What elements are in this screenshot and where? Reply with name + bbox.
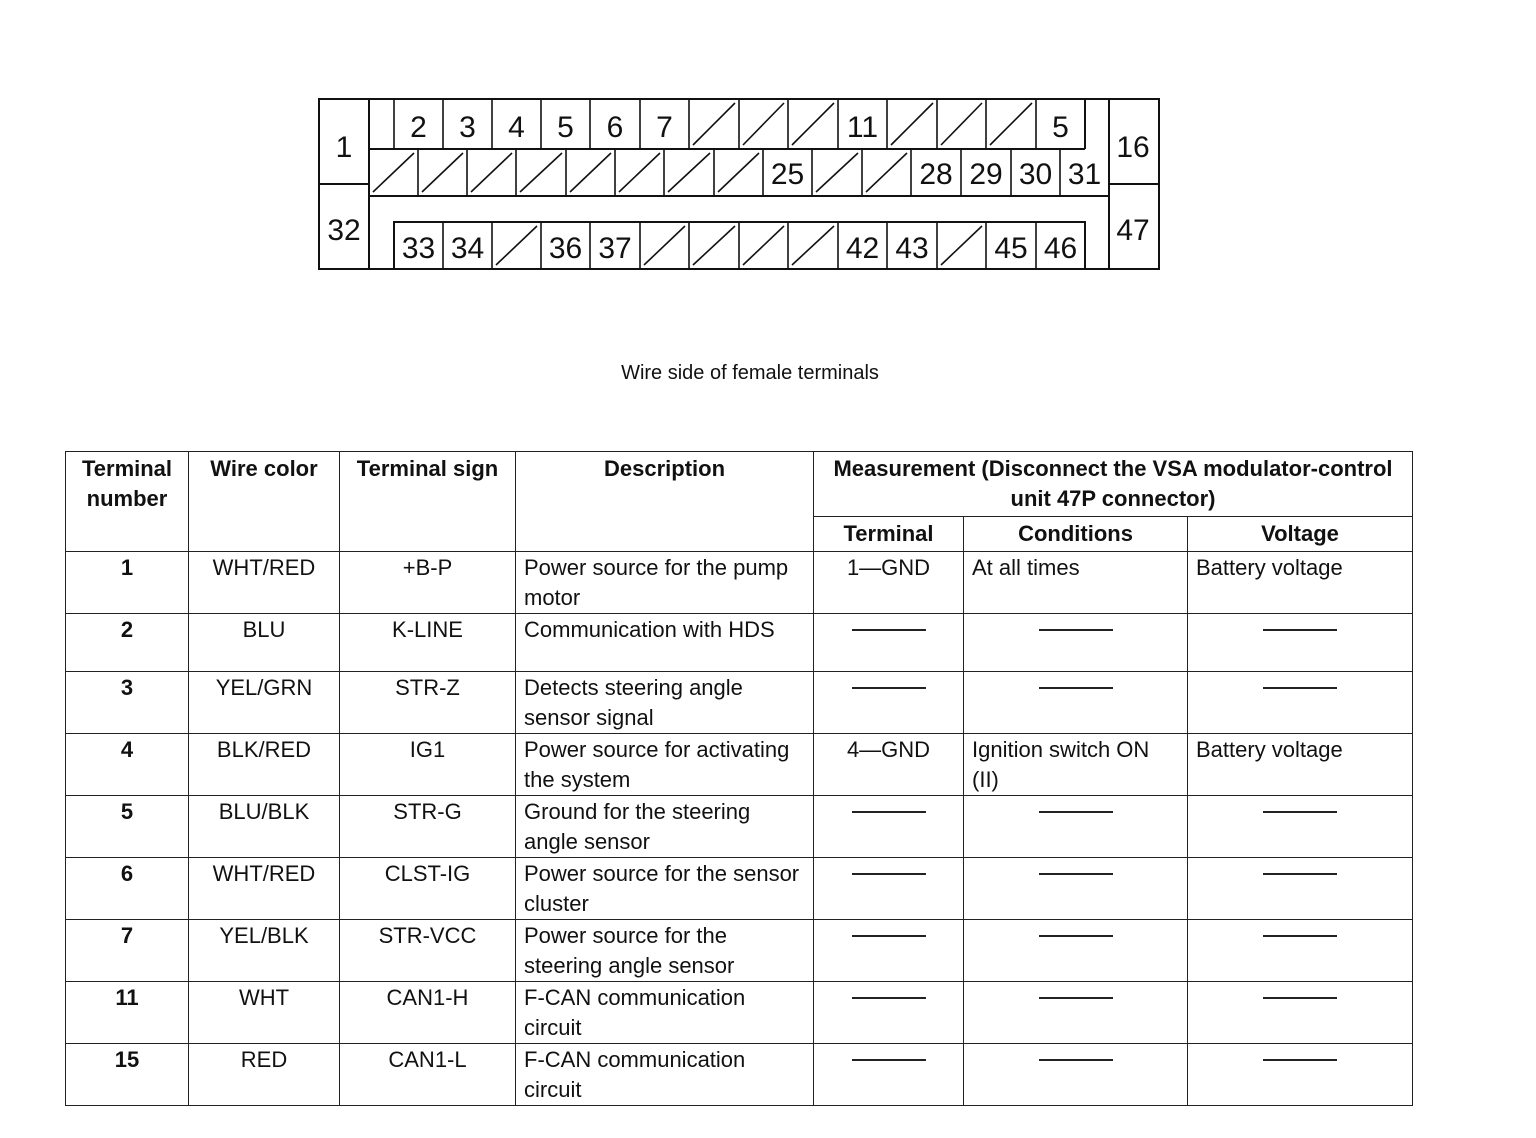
wire-color-cell: YEL/GRN [189, 672, 340, 734]
description-cell: Power source for the pump motor [516, 552, 814, 614]
terminal-label: 5 [557, 111, 574, 144]
unused-terminal-slash [792, 226, 834, 265]
terminal-sign-cell: K-LINE [340, 614, 516, 672]
table-row [66, 796, 1413, 858]
not-applicable-dash [1263, 997, 1337, 999]
table-row [66, 672, 1413, 734]
not-applicable-dash [852, 629, 926, 631]
header-conditions: Conditions [964, 517, 1188, 552]
terminal-label: 46 [1043, 232, 1078, 265]
measurement-terminal-cell [814, 982, 964, 1044]
header-wire-color: Wire color [189, 452, 340, 552]
voltage-cell: Battery voltage [1188, 734, 1413, 796]
unused-terminal-slash [693, 103, 735, 145]
voltage-cell [1188, 858, 1413, 920]
terminal-label: 45 [994, 232, 1028, 265]
unused-terminal-slash [718, 153, 759, 192]
unused-terminal-slash [471, 153, 512, 192]
voltage-cell: Battery voltage [1188, 552, 1413, 614]
not-applicable-dash [1263, 935, 1337, 937]
measurement-terminal-cell [814, 672, 964, 734]
not-applicable-dash [1039, 687, 1113, 689]
conditions-cell [964, 796, 1188, 858]
not-applicable-dash [852, 873, 926, 875]
not-applicable-dash [1263, 811, 1337, 813]
terminal-label: 37 [598, 232, 632, 265]
terminal-sign-cell: STR-Z [340, 672, 516, 734]
terminal-label: 5 [1052, 111, 1069, 144]
terminal-label: 6 [606, 111, 624, 144]
table-row [66, 1044, 1413, 1106]
not-applicable-dash [1263, 873, 1337, 875]
not-applicable-dash [1263, 1059, 1337, 1061]
terminal-table [65, 451, 1413, 1106]
wire-color-cell: BLU [189, 614, 340, 672]
not-applicable-dash [852, 811, 926, 813]
unused-terminal-slash [644, 226, 685, 265]
terminal-label: 16 [1116, 131, 1150, 164]
header-terminal-number: Terminal number [66, 452, 189, 552]
unused-terminal-slash [570, 153, 611, 192]
terminal-label: 2 [410, 111, 427, 144]
voltage-cell [1188, 672, 1413, 734]
wire-color-cell: YEL/BLK [189, 920, 340, 982]
terminal-sign-cell: CAN1-L [340, 1044, 516, 1106]
measurement-terminal-cell [814, 796, 964, 858]
terminal-number-cell: 2 [66, 614, 189, 672]
terminal-label: 3 [459, 111, 476, 144]
unused-terminal-slash [668, 153, 710, 192]
header-description: Description [516, 452, 814, 552]
conditions-cell [964, 672, 1188, 734]
unused-terminal-slash [520, 153, 562, 192]
wire-color-cell: BLK/RED [189, 734, 340, 796]
voltage-cell [1188, 796, 1413, 858]
terminal-number-cell: 11 [66, 982, 189, 1044]
terminal-sign-cell: CLST-IG [340, 858, 516, 920]
wire-color-cell: RED [189, 1044, 340, 1106]
not-applicable-dash [852, 997, 926, 999]
unused-terminal-slash [990, 103, 1032, 145]
description-cell: Power source for the steering angle sensor [516, 920, 814, 982]
not-applicable-dash [1039, 873, 1113, 875]
terminal-label: 47 [1116, 214, 1150, 247]
unused-terminal-slash [792, 103, 834, 145]
table-row [66, 858, 1413, 920]
not-applicable-dash [852, 1059, 926, 1061]
terminal-label: 28 [919, 158, 953, 191]
terminal-label: 34 [450, 232, 485, 265]
unused-terminal-slash [743, 226, 784, 265]
conditions-cell [964, 1044, 1188, 1106]
unused-terminal-slash [891, 103, 933, 145]
header-terminal: Terminal [814, 517, 964, 552]
description-cell: Power source for activating the system [516, 734, 814, 796]
unused-terminal-slash [816, 153, 858, 192]
unused-terminal-slash [373, 153, 414, 192]
terminal-number-cell: 4 [66, 734, 189, 796]
conditions-cell [964, 920, 1188, 982]
terminal-label: 7 [656, 111, 673, 144]
connector-diagram [0, 0, 1536, 300]
terminal-number-cell: 6 [66, 858, 189, 920]
terminal-sign-cell: STR-G [340, 796, 516, 858]
terminal-label: 31 [1067, 158, 1102, 191]
voltage-cell [1188, 982, 1413, 1044]
table-row [66, 552, 1413, 614]
unused-terminal-slash [422, 153, 463, 192]
terminal-sign-cell: CAN1-H [340, 982, 516, 1044]
description-cell: F-CAN communication circuit [516, 1044, 814, 1106]
measurement-terminal-cell [814, 614, 964, 672]
terminal-label: 33 [401, 232, 436, 265]
measurement-terminal-cell [814, 920, 964, 982]
description-cell: F-CAN communication circuit [516, 982, 814, 1044]
table-row [66, 614, 1413, 672]
table-row [66, 982, 1413, 1044]
header-terminal-sign: Terminal sign [340, 452, 516, 552]
conditions-cell [964, 614, 1188, 672]
voltage-cell [1188, 920, 1413, 982]
terminal-label: 32 [327, 214, 361, 247]
measurement-terminal-cell: 1—GND [814, 552, 964, 614]
not-applicable-dash [852, 687, 926, 689]
terminal-label: 25 [770, 158, 805, 191]
terminal-number-cell: 15 [66, 1044, 189, 1106]
unused-terminal-slash [743, 103, 784, 145]
wire-color-cell: WHT [189, 982, 340, 1044]
voltage-cell [1188, 1044, 1413, 1106]
not-applicable-dash [1039, 1059, 1113, 1061]
terminal-label: 43 [895, 232, 929, 265]
wire-color-cell: WHT/RED [189, 858, 340, 920]
description-cell: Detects steering angle sensor signal [516, 672, 814, 734]
not-applicable-dash [1039, 811, 1113, 813]
terminal-number-cell: 7 [66, 920, 189, 982]
not-applicable-dash [1263, 629, 1337, 631]
table-row [66, 920, 1413, 982]
not-applicable-dash [852, 935, 926, 937]
conditions-cell: At all times [964, 552, 1188, 614]
voltage-cell [1188, 614, 1413, 672]
terminal-label: 11 [846, 111, 879, 144]
unused-terminal-slash [941, 103, 982, 145]
conditions-cell [964, 982, 1188, 1044]
not-applicable-dash [1039, 935, 1113, 937]
conditions-cell [964, 858, 1188, 920]
diagram-caption: Wire side of female terminals [621, 362, 879, 384]
terminal-number-cell: 1 [66, 552, 189, 614]
description-cell: Communication with HDS [516, 614, 814, 672]
measurement-terminal-cell: 4—GND [814, 734, 964, 796]
unused-terminal-slash [866, 153, 907, 192]
terminal-label: 36 [548, 232, 583, 265]
unused-terminal-slash [619, 153, 660, 192]
unused-terminal-slash [693, 226, 735, 265]
terminal-sign-cell: IG1 [340, 734, 516, 796]
unused-terminal-slash [941, 226, 982, 265]
terminal-label: 30 [1018, 158, 1053, 191]
measurement-terminal-cell [814, 1044, 964, 1106]
description-cell: Power source for the sensor cluster [516, 858, 814, 920]
terminal-number-cell: 3 [66, 672, 189, 734]
measurement-terminal-cell [814, 858, 964, 920]
terminal-label: 29 [969, 158, 1003, 191]
terminal-number-cell: 5 [66, 796, 189, 858]
table-row [66, 734, 1413, 796]
conditions-cell: Ignition switch ON (II) [964, 734, 1188, 796]
not-applicable-dash [1039, 997, 1113, 999]
wire-color-cell: WHT/RED [189, 552, 340, 614]
not-applicable-dash [1039, 629, 1113, 631]
terminal-label: 42 [845, 232, 880, 265]
description-cell: Ground for the steering angle sensor [516, 796, 814, 858]
terminal-label: 4 [508, 111, 525, 144]
not-applicable-dash [1263, 687, 1337, 689]
terminal-label: 1 [335, 131, 353, 164]
terminal-sign-cell: +B-P [340, 552, 516, 614]
header-voltage: Voltage [1188, 517, 1413, 552]
terminal-sign-cell: STR-VCC [340, 920, 516, 982]
wire-color-cell: BLU/BLK [189, 796, 340, 858]
unused-terminal-slash [496, 226, 537, 265]
header-measurement: Measurement (Disconnect the VSA modulator-control unit 47P connector) [814, 452, 1413, 517]
